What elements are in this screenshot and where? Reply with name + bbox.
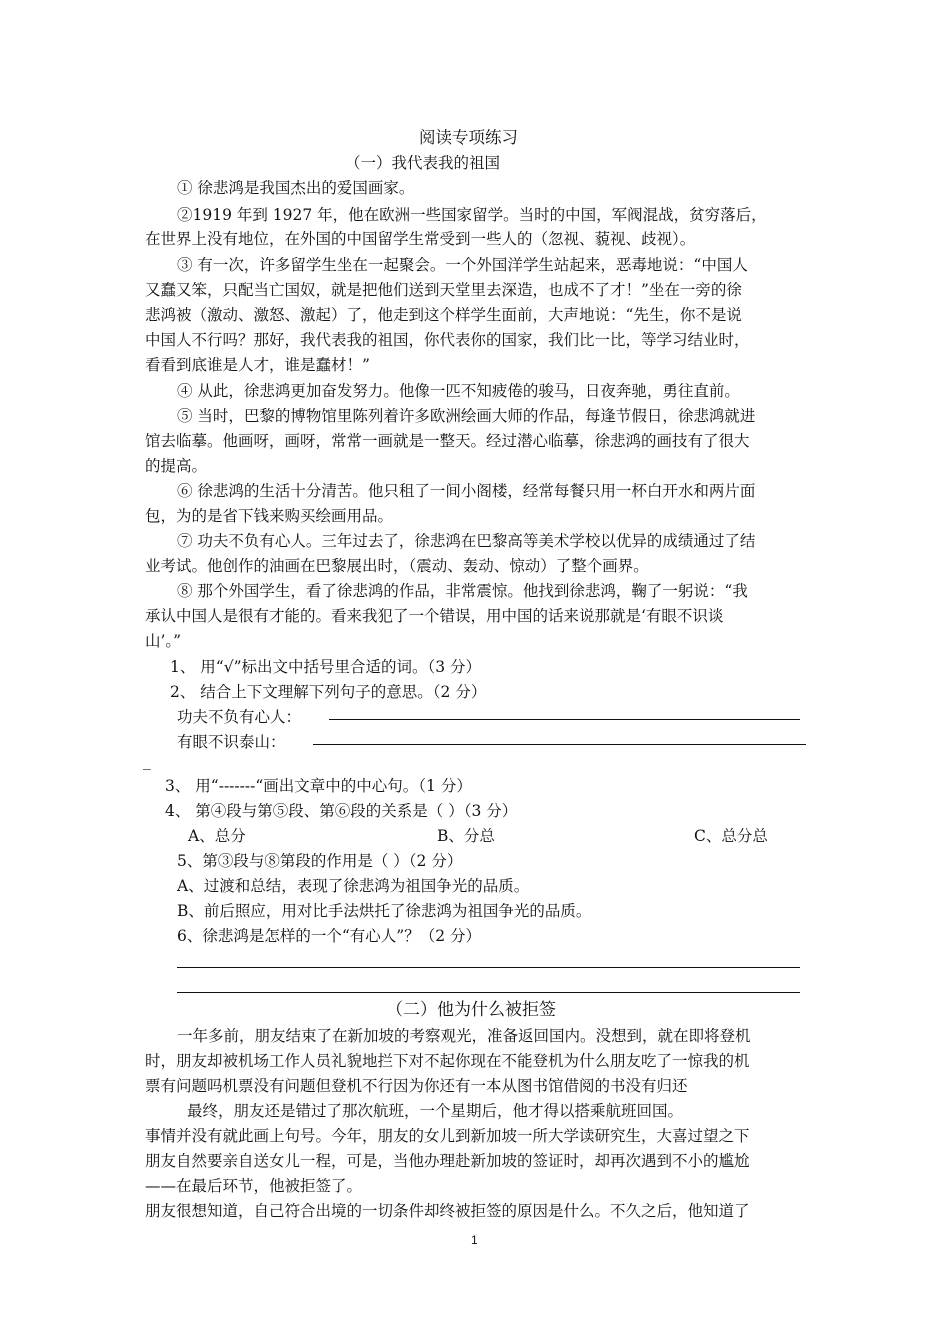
section2-line-2: 时，朋友却被机场工作人员礼貌地拦下对不起你现在不能登机为什么朋友吃了一惊我的机 (145, 1052, 750, 1070)
paragraph-3-line-4: 中国人不行吗？那好，我代表我的祖国，你代表你的国家，我们比一比，等学习结业时， (145, 331, 750, 349)
answer-line-6b[interactable] (177, 992, 800, 993)
answer-line-2a[interactable] (329, 719, 800, 720)
question-4: 4、 第④段与第⑤段、第⑥段的关系是（ ）（3 分） (165, 802, 518, 820)
paragraph-5-line-2: 馆去临摹。他画呀，画呀，常常一画就是一整天。经过潜心临摹，徐悲鸿的画技有了很大 (145, 432, 750, 450)
paragraph-6-line-1: ⑥ 徐悲鸿的生活十分清苦。他只租了一间小阁楼，经常每餐只用一杯白开水和两片面 (177, 482, 756, 500)
paragraph-6-line-2: 包，为的是省下钱来购买绘画用品。 (145, 507, 394, 525)
paragraph-8-line-1: ⑧ 那个外国学生，看了徐悲鸿的作品，非常震惊。他找到徐悲鸿，鞠了一躬说：“我 (177, 582, 748, 600)
question-5: 5、第③段与⑧第段的作用是（ ）（2 分） (177, 852, 463, 870)
paragraph-2-line-2: 在世界上没有地位，在外国的中国留学生常受到一些人的（忽视、藐视、歧视）。 (145, 230, 696, 248)
section2-title: （二）他为什么被拒签 (386, 1000, 556, 1020)
question-5-option-a: A、过渡和总结，表现了徐悲鸿为祖国争光的品质。 (177, 877, 530, 895)
section2-line-7: ——在最后环节，他被拒签了。 (145, 1177, 363, 1195)
paragraph-3-line-1: ③ 有一次，许多留学生坐在一起聚会。一个外国洋学生站起来，恶毒地说：“中国人 (177, 256, 748, 274)
document-title: 阅读专项练习 (419, 128, 518, 147)
question-2b-label: 有眼不识泰山： (177, 733, 286, 751)
question-4-option-b: B、分总 (437, 827, 495, 845)
question-4-option-a: A、总分 (188, 827, 246, 845)
paragraph-5-line-3: 的提高。 (145, 457, 208, 475)
section2-line-8: 朋友很想知道，自己符合出境的一切条件却终被拒签的原因是什么。不久之后，他知道了 (145, 1202, 750, 1220)
question-2a-label: 功夫不负有心人： (177, 708, 302, 726)
paragraph-7-line-2: 业考试。他创作的油画在巴黎展出时，（震动、轰动、惊动）了整个画界。 (145, 557, 649, 575)
section2-line-3: 票有问题吗机票没有问题但登机不行因为你还有一本从图书馆借阅的书没有归还 (145, 1077, 688, 1095)
section2-line-5: 事情并没有就此画上句号。今年，朋友的女儿到新加坡一所大学读研究生，大喜过望之下 (145, 1127, 750, 1145)
answer-line-2b[interactable] (313, 744, 806, 745)
section1-title: （一）我代表我的祖国 (345, 154, 501, 172)
section2-line-6: 朋友自然要亲自送女儿一程，可是，当他办理赴新加坡的签证时，却再次遇到不小的尴尬 (145, 1152, 750, 1170)
paragraph-3-line-3: 悲鸿被（激动、激怒、激起）了，他走到这个样学生面前，大声地说：“先生，你不是说 (145, 306, 742, 324)
page-number: 1 (471, 1233, 478, 1247)
question-1: 1、 用“√”标出文中括号里合适的词。（3 分） (170, 658, 482, 676)
paragraph-4: ④ 从此，徐悲鸿更加奋发努力。他像一匹不知疲倦的骏马，日夜奔驰，勇往直前。 (177, 382, 740, 400)
paragraph-2-line-1: ②1919 年到 1927 年，他在欧洲一些国家留学。当时的中国，军阀混战，贫穷落后， (177, 206, 767, 224)
question-2: 2、 结合上下文理解下列句子的意思。（2 分） (170, 683, 487, 701)
section2-line-4: 最终，朋友还是错过了那次航班，一个星期后，他才得以搭乘航班回国。 (187, 1102, 684, 1120)
paragraph-5-line-1: ⑤ 当时，巴黎的博物馆里陈列着许多欧洲绘画大师的作品，每逢节假日，徐悲鸿就进 (177, 407, 756, 425)
question-3: 3、 用“-------“画出文章中的中心句。（1 分） (165, 777, 472, 795)
question-4-option-c: C、总分总 (694, 827, 768, 845)
answer-line-6a[interactable] (177, 967, 800, 968)
paragraph-8-line-2: 承认中国人是很有才能的。看来我犯了一个错误，用中国的话来说那就是‘有眼不识谈 (145, 607, 724, 625)
section2-line-1: 一年多前，朋友结束了在新加坡的考察观光，准备返回国内。没想到，就在即将登机 (177, 1027, 751, 1045)
question-5-option-b: B、前后照应，用对比手法烘托了徐悲鸿为祖国争光的品质。 (177, 902, 592, 920)
question-6: 6、徐悲鸿是怎样的一个“有心人”？（2 分） (177, 927, 481, 945)
paragraph-3-line-2: 又蠢又笨，只配当亡国奴，就是把他们送到天堂里去深造，也成不了才！”坐在一旁的徐 (145, 281, 742, 299)
answer-line-2b-tail: _ (143, 752, 151, 770)
paragraph-3-line-5: 看看到底谁是人才，谁是蠢材！” (145, 356, 370, 374)
paragraph-1: ① 徐悲鸿是我国杰出的爱国画家。 (177, 179, 415, 197)
paragraph-7-line-1: ⑦ 功夫不负有心人。三年过去了，徐悲鸿在巴黎高等美术学校以优异的成绩通过了结 (177, 532, 756, 550)
paragraph-8-line-3: 山’。” (145, 632, 182, 650)
